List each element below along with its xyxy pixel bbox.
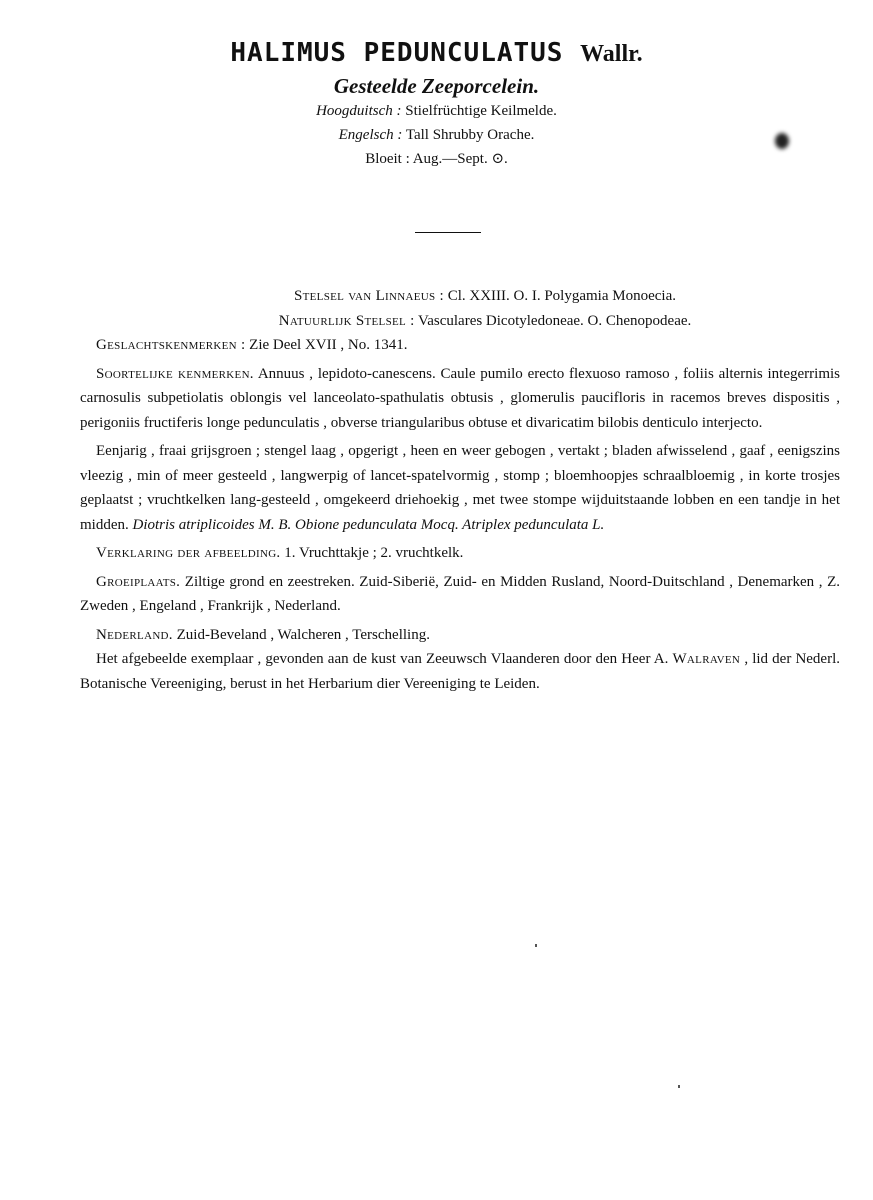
title-block xyxy=(0,36,873,171)
english-name-line xyxy=(0,123,873,147)
bloom-line xyxy=(0,147,873,171)
habitat xyxy=(80,570,840,619)
natural-system xyxy=(80,309,840,334)
netherlands-distribution xyxy=(80,623,840,648)
netherlands-label: Nederland. xyxy=(96,626,173,643)
ink-blot xyxy=(775,133,789,149)
habitat-label: Groeiplaats. xyxy=(96,573,181,590)
natural-system-value: Vasculares Dicotyledoneae. O. Chenopodeae. xyxy=(418,312,692,329)
genus-label: Geslachtskenmerken : xyxy=(96,337,246,353)
title-divider xyxy=(415,232,481,233)
natural-system-label: Natuurlijk Stelsel : xyxy=(278,312,415,329)
linnaeus-value: Cl. XXIII. O. I. Polygamia Monoecia. xyxy=(447,288,676,304)
dutch-common-name: Gesteelde Zeeporcelein. xyxy=(333,74,540,98)
page-title xyxy=(0,36,873,71)
german-name-line xyxy=(0,99,873,123)
species-characters xyxy=(80,362,840,436)
genus-value: Zie Deel XVII , No. 1341. xyxy=(249,337,408,353)
specimen-collector: Walraven xyxy=(672,651,741,667)
genus-characters xyxy=(80,333,840,358)
dutch-description-text: Eenjarig , fraai grijsgroen ; stengel laag , opgerigt , heen en weer gebogen , vertakt ; bladen afwisselend , gaaf , eenigszins vleezig , min of meer gesteeld , langwerpig of lancet-spatelvormig , stomp ; bloemhoopjes schraalbloemig , in korte trosjes geplaatst ; vruchtkelken lang-gesteeld , omgekeerd driehoekig , met twee stompe wijduitstaande lobben en een tandje in het midden. xyxy=(80,443,840,533)
description-body xyxy=(80,284,840,696)
german-name: Stielfrüchtige Keilmelde. xyxy=(405,103,557,119)
species-label: Soortelijke kenmerken. xyxy=(96,365,254,382)
paper-speck xyxy=(535,944,537,947)
synonyms: Diotris atriplicoides M. B. Obione pedunculata Mocq. Atriplex pedunculata L. xyxy=(132,516,605,533)
german-label: Hoogduitsch : xyxy=(316,103,402,119)
figure-label: Verklaring der afbeelding. xyxy=(96,545,281,561)
bloom-value: Aug.—Sept. ⊙. xyxy=(412,151,508,167)
specimen-text: Het afgebeelde exemplaar , gevonden aan de kust van Zeeuwsch Vlaanderen door den Heer A. xyxy=(96,651,669,667)
title-author: Wallr. xyxy=(580,41,643,67)
dutch-description xyxy=(80,439,840,537)
species-text: Annuus , lepidoto-canescens. Caule pumilo erecto flexuoso ramoso , foliis alternis integerrimis carnosulis subpetiolatis oblongis vel lanceolato-spathulatis obtusis , glomerulis paucifloris in racemos breves dispositis , perigoniis fructiferis longe pedunculatis , obverse triangularibus obtuse et divaricatim bilobis denticulo interjecto. xyxy=(80,365,840,431)
english-name: Tall Shrubby Orache. xyxy=(405,127,535,143)
scientific-name: HALIMUS PEDUNCULATUS xyxy=(230,38,564,68)
specimen-note xyxy=(80,647,840,696)
english-label: Engelsch : xyxy=(338,127,403,143)
habitat-value: Ziltige grond en zeestreken. Zuid-Siberië, Zuid- en Midden Rusland, Noord-Duitschland , Denemarken , Z. Zweden , Engeland , Frankrijk , Nederland. xyxy=(80,573,840,614)
figure-value: 1. Vruchttakje ; 2. vruchtkelk. xyxy=(284,545,464,561)
netherlands-value: Zuid-Beveland , Walcheren , Terschelling. xyxy=(176,626,430,643)
linnaeus-system xyxy=(80,284,840,309)
paper-speck xyxy=(678,1085,680,1088)
linnaeus-label: Stelsel van Linnaeus : xyxy=(294,288,444,304)
figure-explanation xyxy=(80,541,840,566)
specimen-rest: , lid der Nederl. Botanische Vereeniging, berust in het Herbarium dier Vereeniging te Leiden. xyxy=(80,651,841,692)
bloom-label: Bloeit : xyxy=(365,151,410,167)
